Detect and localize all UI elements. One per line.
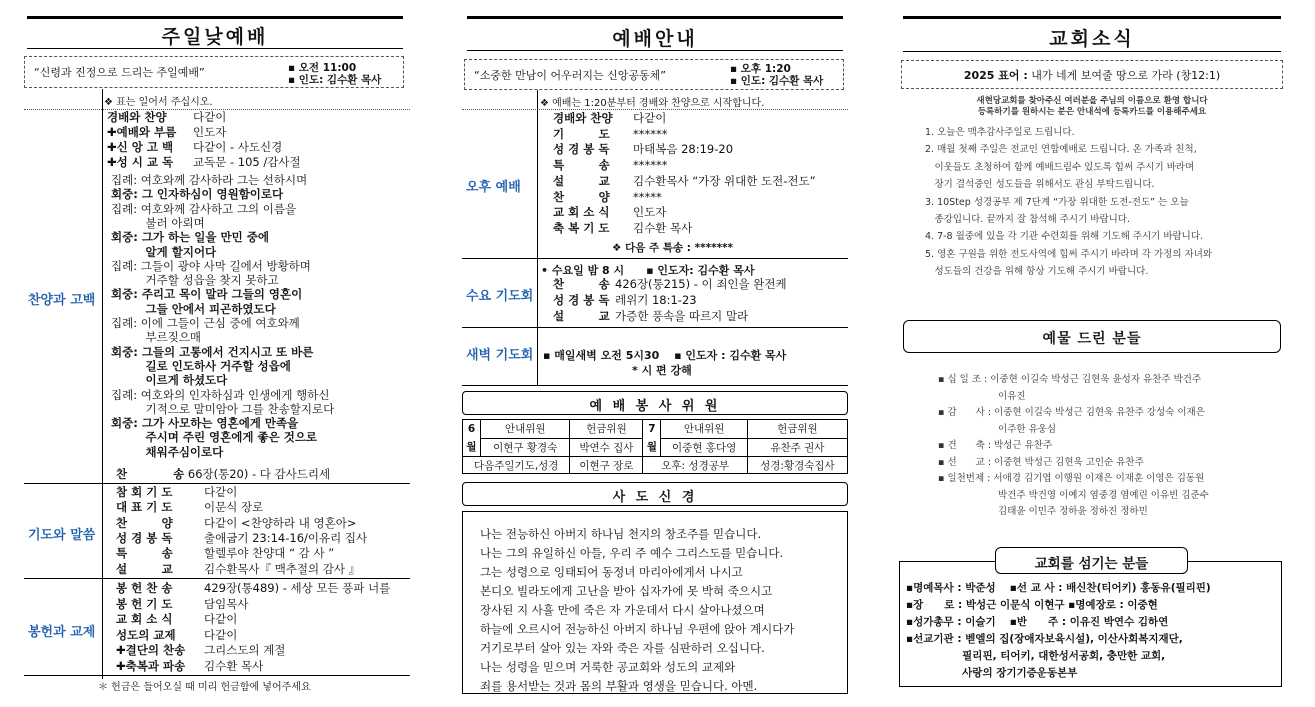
col1-praise-label: 찬양과 고백 [28,293,96,308]
litany-lead: 부르짖으매 [111,330,202,345]
program-row [553,309,748,324]
program-row [107,140,282,155]
news-line: 1. 오늘은 맥추감사주일로 드립니다. [925,127,1075,138]
gift-line: ▪ 선 교 : 이중현 박성근 김현욱 고인순 유찬주 [938,456,1144,468]
litany-response: 회중: 주리고 목이 말라 그들의 영혼이 [111,287,303,302]
program-row [553,277,787,292]
litany-response: 주시며 주린 영혼에게 좋은 것으로 [111,430,318,445]
serve-h1: 안내위원 [481,420,570,439]
col2-next-special: ❖ 다음 주 특송 : ******* [612,242,734,254]
program-value: 다같이 [633,111,667,125]
gift-line: ▪ 감 사 : 이중현 이길숙 박성근 김현욱 유찬주 강성숙 이재은 [938,407,1205,418]
col1-divider-4 [24,675,410,676]
program-value: 김수환목사『 맥추절의 감사 』 [204,561,361,576]
program-value: 마태복음 28:19-20 [633,142,734,157]
col2-serve-table [462,419,848,474]
litany-response: 회중: 그가 사모하는 영혼에게 만족을 [111,416,299,431]
program-row [116,612,237,627]
serve-c4: 유찬주 권사 [747,438,847,457]
col2-dawn-line: ▪ 매일새벽 오전 5시30 ▪ 인도자 : 김수환 목사 [543,349,787,362]
col3-motto-text: 내가 네게 보여줄 땅으로 가라 (창12:1) [1031,69,1221,82]
col1-divider-3 [24,578,410,579]
litany-lead: 기적으로 말미암아 그를 찬송할지로다 [111,401,335,416]
col1-leader-text: 인도: 김수환 목사 [298,74,382,86]
serve-m6-num: 6 [467,423,476,435]
program-key: 성도의 교제 [116,627,176,642]
litany-lead: 집례: 그들이 광야 사막 길에서 방황하며 [111,258,311,273]
col2-divider-3 [462,327,848,328]
col1-hymn-value: 66장(통20) - 다 감사드리세 [187,467,331,481]
col3-serve-title: 교회를 섬기는 분들 [1034,556,1149,572]
program-key: ✚성 시 교 독 [107,155,174,169]
col3-title: 교회소식 [1049,28,1135,50]
program-row [553,190,662,205]
col1-time-text: 오전 11:00 [298,62,357,74]
serve-f4: 성경:황경숙집사 [747,457,847,474]
col1-footnote: ＊ 헌금은 들어오실 때 미리 헌금함에 넣어주세요 [98,682,311,693]
serve-h3: 안내위원 [661,420,747,439]
program-key: 찬 송 [553,277,610,291]
litany-lead: 거주할 성읍을 찾지 못하고 [111,273,279,288]
serve-line: ▪명예목사 : 박준성 ▪선 교 사 : 배신찬(티어키) 홍동유(필리핀) [906,582,1211,594]
program-value: 다같이 [193,110,227,124]
col2-leader: ▪ 인도: 김수환 목사 [730,75,824,87]
creed-line: 거기로부터 살아 있는 자와 죽은 자를 심판하러 오십니다. [480,641,765,655]
program-value: 김수환 목사 [204,658,264,673]
col2-top-rule [467,16,843,19]
creed-line: 나는 성령을 믿으며 거룩한 공교회와 성도의 교제와 [480,660,736,674]
col2-divider-4 [462,385,848,386]
litany-lead: 집례: 여호와께 감사하라 그는 선하시며 [111,173,308,187]
program-value: ***** [633,189,662,204]
litany-response: 길로 인도하사 거주할 성읍에 [111,358,291,373]
serve-line: ▪장 로 : 박성근 이문식 이현구 ▪명예장로 : 이중현 [906,599,1158,611]
program-row [116,500,263,515]
program-key: 대 표 기 도 [116,500,173,515]
program-row [107,125,226,140]
program-value: 다같이 [204,627,238,642]
col1-divider-2 [24,483,410,484]
program-row [553,205,666,220]
program-value: 다같이 [204,612,238,626]
program-value: 교독문 - 105 /감사절 [193,155,301,169]
program-key: 기 도 [553,126,610,141]
program-row [116,546,334,561]
col2-dawn-sub: * 시 편 강해 [632,364,692,377]
litany-response: 회중: 그가 하는 일을 만민 중에 [111,230,269,245]
col1-vline [102,89,103,679]
litany-response: 그들 안에서 피곤하였도다 [111,301,276,316]
program-row [553,158,668,173]
serve-c2: 박연수 집사 [570,438,643,457]
program-row [553,293,697,308]
col2-dawn-label: 새벽 기도회 [466,348,534,363]
program-value: 429장(통489) - 세상 모든 풍파 너를 [204,581,391,595]
program-key: 봉 헌 찬 송 [116,581,173,595]
program-key: 교 회 소 식 [116,612,173,626]
news-line: 5. 영혼 구원을 위한 전도사역에 힘써 주시기 바라며 각 가정의 자녀와 [925,248,1213,260]
serve-h2: 헌금위원 [570,420,643,439]
program-value: 인도자 [193,125,227,139]
program-value: 다같이 [204,485,238,499]
col1-word-label: 기도와 말씀 [28,528,96,543]
col2-creed-title: 사 도 신 경 [612,490,698,505]
serve-line: ▪성가총무 : 이슬기 ▪반 주 : 이유진 박연수 김하연 [906,616,1169,628]
litany-lead: 불러 아뢰며 [111,215,205,230]
litany-lead: 집례: 여호와의 인자하심과 인생에게 행하신 [111,387,330,402]
program-row [116,581,390,596]
program-value: 할렐루야 찬양대 “ 감 사 ” [204,546,335,561]
col1-leader: ▪ 인도: 김수환 목사 [288,74,382,86]
program-key: 성 경 봉 독 [553,142,610,157]
col2-wed-label: 수요 기도회 [466,289,534,304]
news-line: 3. 10Step 성경공부 제 7단계 “가장 위대한 도전-전도” 는 오늘 [925,196,1189,208]
program-value: 출애굽기 23:14-16/이유리 집사 [204,530,368,545]
program-key: 설 교 [553,173,610,188]
program-value: 이문식 장로 [204,500,264,515]
program-key: 축 복 기 도 [553,220,610,235]
serve-m6 [463,420,481,457]
program-value: 426장(통215) - 이 죄인을 완전케 [615,277,787,291]
program-row [553,221,692,236]
col2-divider-1 [462,109,848,110]
creed-line: 그는 성령으로 잉태되어 동정녀 마리아에게서 나시고 [480,565,743,579]
program-key: 성 경 봉 독 [116,530,173,545]
program-row [553,142,733,157]
program-value: 다같이 - 사도신경 [193,140,283,154]
creed-line: 장사된 지 사흘 만에 죽은 자 가운데서 다시 살아나셨으며 [480,603,765,617]
litany-response: 채워주심이로다 [111,444,224,459]
creed-line: 본디오 빌라도에게 고난을 받아 십자가에 못 박혀 죽으시고 [480,584,773,598]
program-key: 봉 헌 기 도 [116,596,173,611]
col3-welcome-1: 새현당교회를 찾아주신 여러분을 주님의 이름으로 환영 합니다 [976,96,1208,106]
col2-title-rule [467,50,843,51]
serve-f2: 이현구 장로 [570,457,643,474]
program-key: ✚축복과 파송 [116,658,186,673]
program-key: ✚예배와 부름 [107,125,177,139]
serve-f1: 다음주일기도,성경 [463,457,570,474]
program-key: 참 회 기 도 [116,485,173,499]
program-value: 그리스도의 계절 [204,643,286,657]
program-key: 설 교 [116,561,173,576]
program-row [116,597,248,612]
col2-pm-label: 오후 예배 [466,180,521,195]
col2-motto: “소중한 만남이 어우러지는 신앙공동체” [474,69,666,82]
col3-motto [901,67,1283,83]
serve-m7-unit: 월 [646,441,657,453]
serve-line: ▪선교기관 : 벧엘의 집(장애자보육시설), 이산사회복지재단, [906,633,1183,645]
program-value: 다같이 <찬양하라 내 영혼아> [204,515,357,530]
program-value: 김수환 목사 [633,220,693,235]
creed-line: 죄를 용서받는 것과 몸의 부활과 영생을 믿습니다. 아멘. [480,679,758,693]
program-key: 찬 양 [116,515,173,530]
serve-m6-unit: 월 [466,441,477,453]
program-key: 설 교 [553,308,610,323]
serve-c1: 이현구 황경숙 [481,438,570,457]
program-row [116,659,263,674]
serve-c3: 이중현 홍다영 [661,438,747,457]
program-row [116,516,356,531]
litany-response: 회중: 그 인자하심이 영원함이로다 [111,187,284,202]
program-row [553,174,816,189]
gift-line: ▪ 일천번제 : 서애경 김기엽 이행원 이재은 이재훈 이영은 김동원 [938,473,1205,484]
program-row [116,485,237,500]
gift-line: 김태윤 이민주 정하윤 정하진 정하민 [938,506,1148,517]
news-line: 이웃들도 초청하여 함께 예배드림수 있도록 힘써 주시기 바라며 [925,161,1195,173]
col3-gift-title: 예물 드린 분들 [1042,331,1142,347]
news-line: 4. 7-8 월중에 있을 각 기관 수련회를 위해 기도해 주시기 바랍니다. [925,231,1204,243]
col3-welcome-2: 등록하기를 원하시는 분은 안내석에 등록카드를 이용해주세요 [977,107,1207,117]
serve-m7-num: 7 [648,423,656,435]
litany-response: 알게 할지어다 [111,244,217,259]
serve-h4: 헌금위원 [747,420,847,439]
litany-response: 이르게 하셨도다 [111,373,228,388]
col2-leader-text: 인도: 김수환 목사 [740,75,824,87]
litany-response: 회중: 그들의 고통에서 건지시고 또 바른 [111,344,314,359]
col3-title-rule [903,51,1281,52]
col1-title: 주일낮예배 [161,26,269,48]
program-key: 성 경 봉 독 [553,292,610,307]
serve-m7 [643,420,661,457]
litany-lead: 집례: 여호와께 감사하고 그의 이름을 [111,201,297,216]
news-line: 장기 결석중인 성도들을 위해서도 관심 부탁드립니다. [925,179,1155,191]
program-row [116,531,367,546]
col1-stand-note: ❖ 표는 일어서 주십시오. [104,97,213,108]
col2-time-text: 오후 1:20 [740,63,791,75]
col2-wed-head: • 수요일 밤 8 시 ▪ 인도자: 김수환 목사 [541,264,755,277]
program-value: ****** [633,158,668,173]
col2-vline [537,90,538,386]
serve-f3: 오후: 성경공부 [643,457,747,474]
program-key: 교 회 소 식 [553,205,610,220]
gift-line: 이주한 유웅심 [938,423,1057,435]
news-line: 2. 매월 첫째 주일은 전교인 연합예배로 드립니다. 온 가족과 친척, [925,144,1197,156]
program-row [107,155,301,170]
col1-top-rule [27,16,403,19]
col2-note: ❖ 예배는 1:20분부터 경배와 찬양으로 시작합니다. [540,98,765,109]
program-value: ****** [633,126,668,141]
gift-line: 이유진 [938,390,1026,402]
program-row [116,562,360,577]
col1-hymn-key: 찬 송 [116,467,185,481]
creed-line: 하늘에 오르시어 전능하신 아버지 하나님 우편에 앉아 계시다가 [480,622,795,636]
program-value: 담임목사 [204,596,249,611]
program-key: 찬 양 [553,189,610,204]
program-key: 경배와 찬양 [107,110,167,124]
program-key: ✚신 앙 고 백 [107,140,174,154]
program-value: 레위기 18:1-23 [615,292,697,307]
col1-time: ▪ 오전 11:00 [288,62,357,74]
program-row [116,643,285,658]
program-key: 특 송 [116,546,173,561]
program-row [107,110,226,125]
program-key: 경배와 찬양 [553,111,613,125]
creed-line: 나는 그의 유일하신 아들, 우리 주 예수 그리스도를 믿습니다. [480,546,784,560]
col1-title-rule [27,48,403,49]
col2-serve-title: 예 배 봉 사 위 원 [589,399,721,414]
program-value: 인도자 [633,205,667,220]
serve-line: 필리핀, 티어키, 대한성서공회, 충만한 교회, [906,650,1166,662]
program-row [116,628,237,643]
col3-motto-year: 2025 표어 : [963,69,1028,82]
col1-hymn [116,467,330,482]
gift-line: ▪ 건 축 : 박성근 유찬주 [938,440,1053,451]
program-value: 김수환목사 “가장 위대한 도전-전도” [633,173,816,188]
program-key: 특 송 [553,158,610,173]
news-line: 종강입니다. 끝까지 잘 참석해 주시기 바랍니다. [925,214,1131,225]
program-row [553,127,668,142]
col1-motto: “신령과 진정으로 드리는 주일예배” [34,66,205,79]
gift-line: 박건주 박건영 이예지 염중경 염예린 이유빈 김준수 [938,489,1209,501]
program-row [553,111,666,126]
creed-line: 나는 전능하신 아버지 하나님 천지의 창조주를 믿습니다. [480,527,762,541]
col2-title: 예배안내 [612,28,698,50]
col1-offer-label: 봉헌과 교제 [28,625,96,640]
col2-time: ▪ 오후 1:20 [730,63,791,75]
serve-line: 사랑의 장기기증운동본부 [906,667,1078,679]
news-line: 성도들의 건강을 위해 항상 기도해 주시기 바랍니다. [925,266,1149,278]
col2-divider-2 [462,258,848,259]
gift-line: ▪ 십 일 조 : 이중현 이길숙 박성근 김현욱 윤성자 유찬주 박건주 [938,374,1202,385]
program-value: 가증한 풍속을 따르지 말라 [615,308,749,323]
col3-top-rule [903,16,1281,19]
litany-lead: 집례: 이에 그들이 근심 중에 여호와께 [111,316,300,330]
program-key: ✚결단의 찬송 [116,643,186,657]
